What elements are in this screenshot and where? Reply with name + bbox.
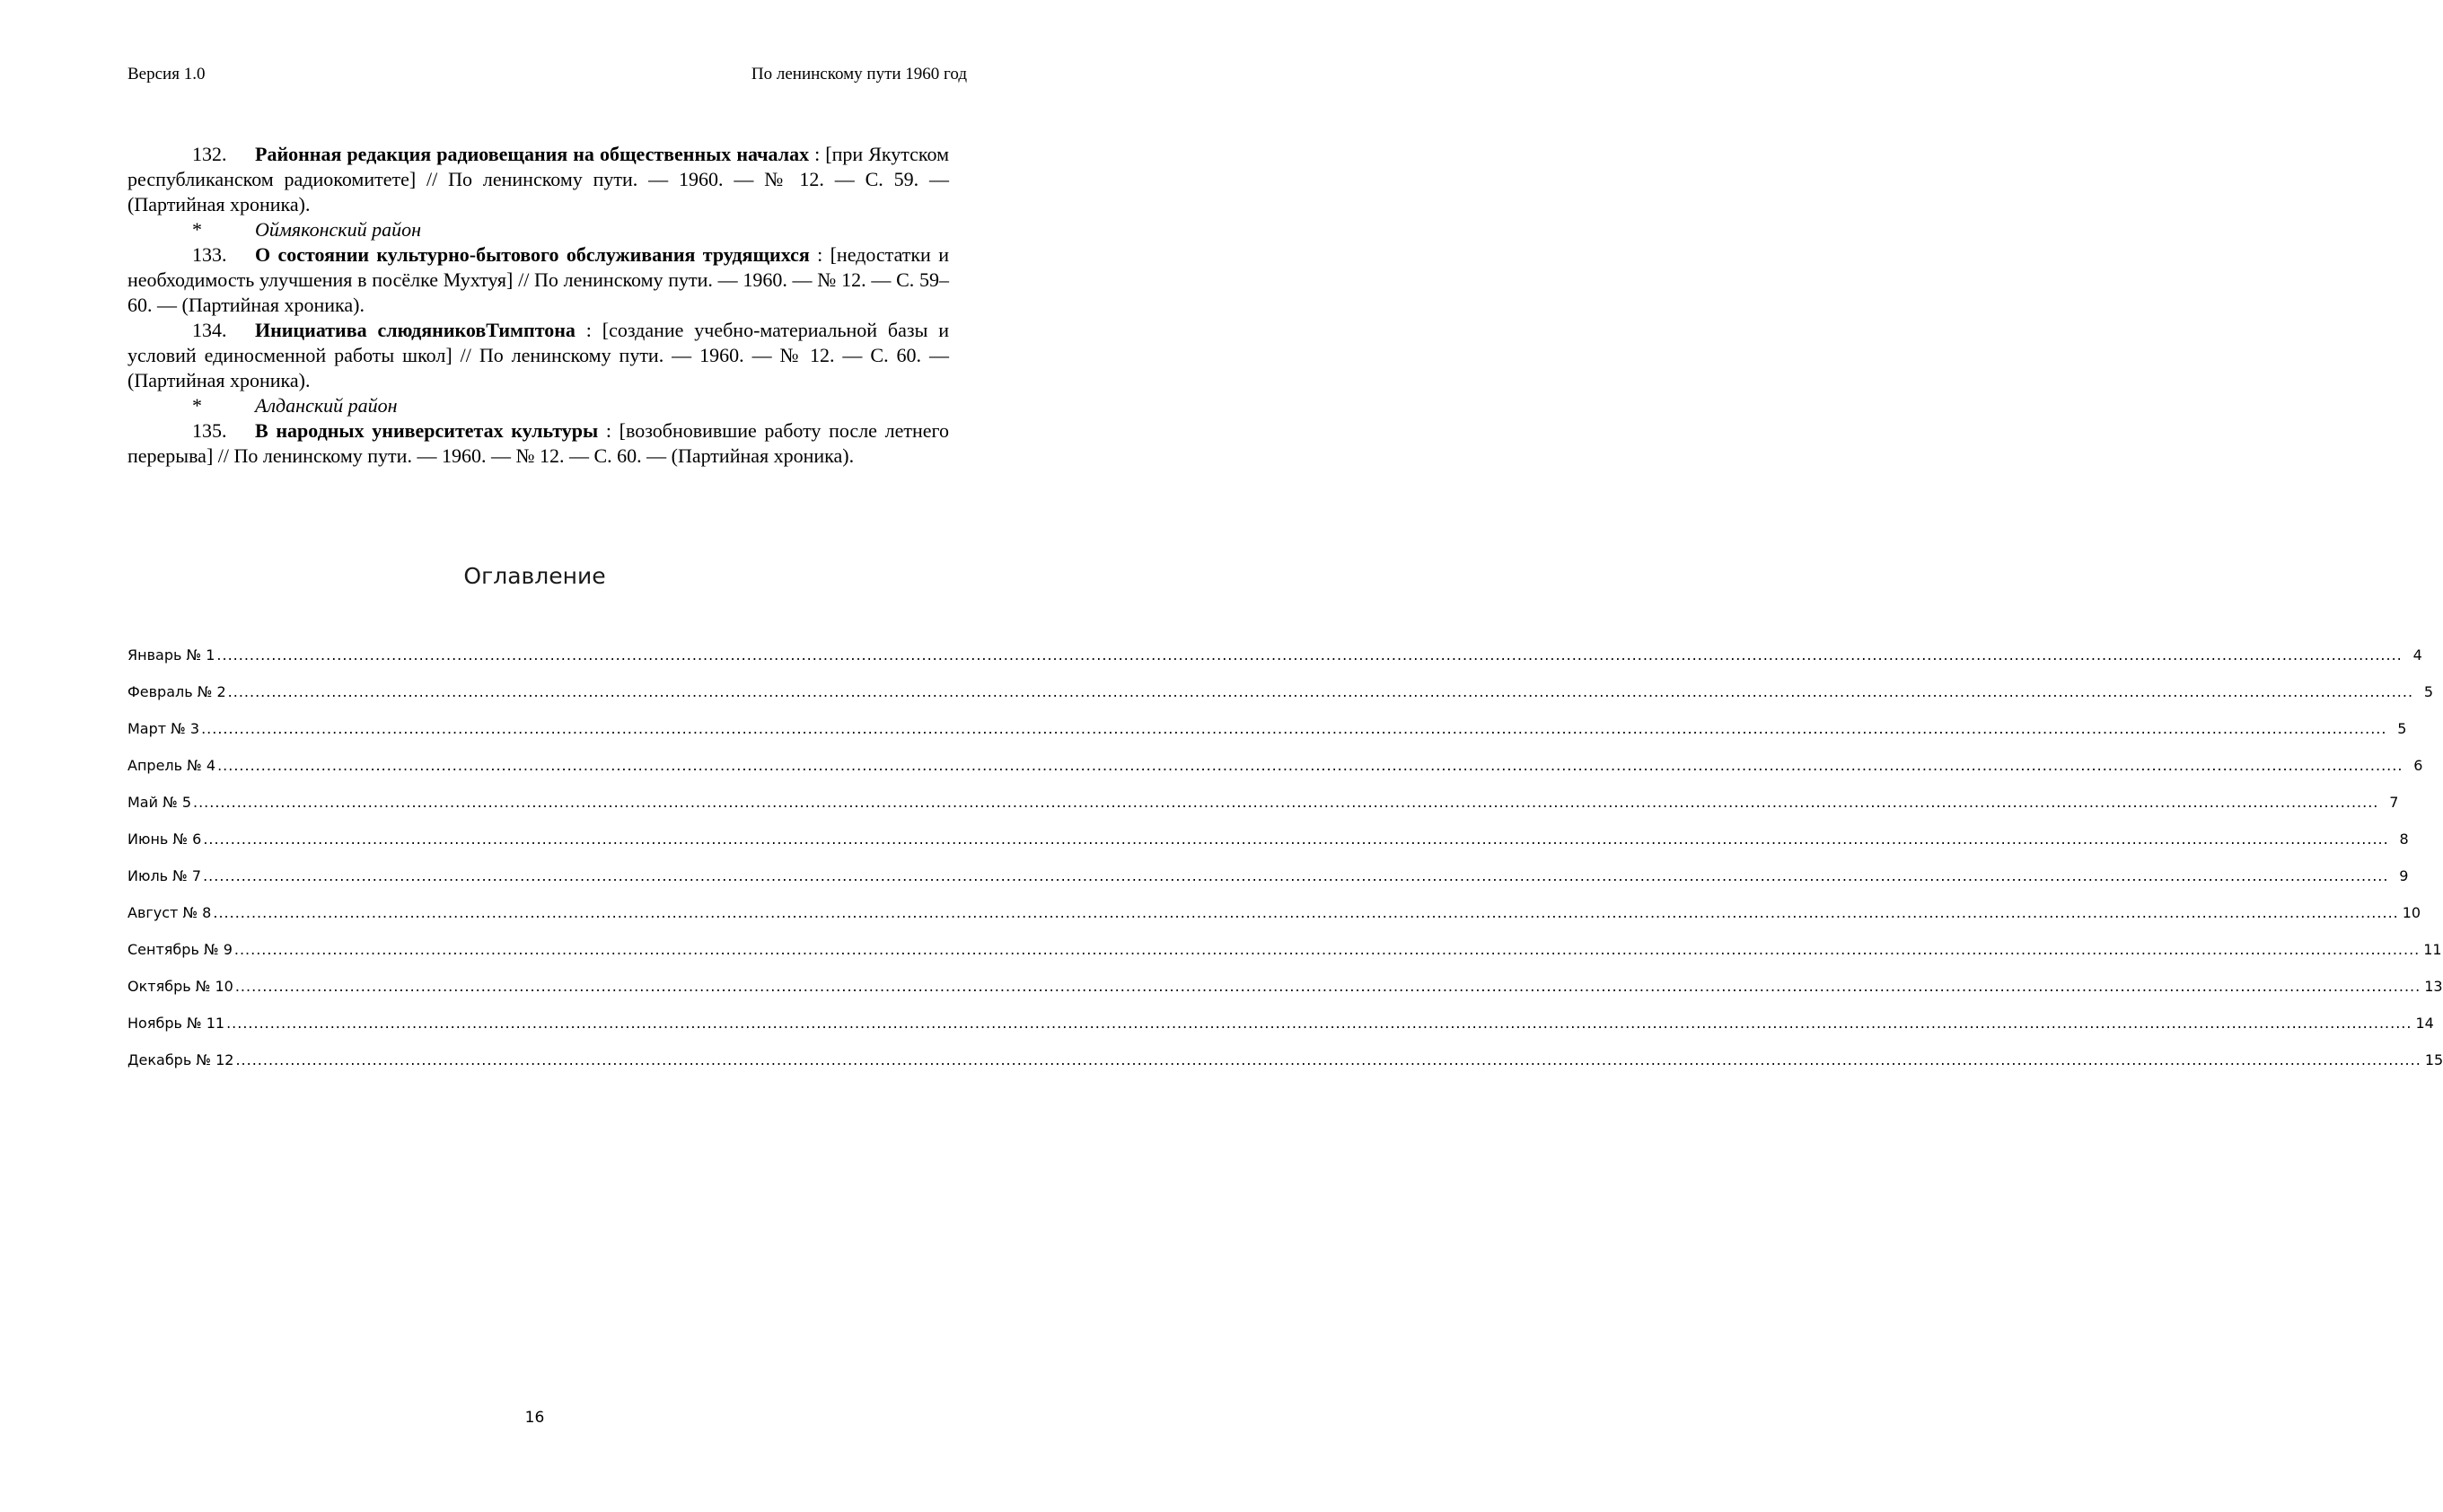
toc-item-february[interactable] — [127, 683, 2434, 720]
toc-item-page: 8 — [2399, 831, 2409, 848]
toc-item-page: 11 — [2423, 941, 2442, 958]
toc-item-april[interactable] — [127, 757, 2423, 794]
toc-leader-dots: ................................................................................................................................................................................................................................................................................................................................................................................................................ — [234, 978, 2421, 995]
toc-item-september[interactable] — [127, 941, 2442, 978]
toc-item-label: Январь № 1 — [127, 646, 215, 664]
toc-leader-dots: ................................................................................................................................................................................................................................................................................................................................................................................................................ — [233, 941, 2421, 958]
toc-leader-dots: ................................................................................................................................................................................................................................................................................................................................................................................................................ — [216, 646, 2403, 664]
toc-item-october[interactable] — [127, 978, 2443, 1015]
toc-leader-dots: ................................................................................................................................................................................................................................................................................................................................................................................................................ — [193, 794, 2379, 811]
toc-leader-dots: ................................................................................................................................................................................................................................................................................................................................................................................................................ — [227, 683, 2414, 700]
toc-item-page: 7 — [2389, 794, 2399, 811]
bibliography-entry — [127, 242, 949, 318]
toc-title: Оглавление — [463, 563, 606, 589]
toc-leader-dots: ................................................................................................................................................................................................................................................................................................................................................................................................................ — [203, 867, 2389, 884]
region-heading — [127, 217, 949, 242]
entry-number: 135. — [192, 419, 227, 442]
toc-item-label: Май № 5 — [127, 794, 191, 811]
header-version: Версия 1.0 — [127, 65, 206, 84]
region-name: Алданский район — [255, 394, 398, 417]
toc-item-label: Сентябрь № 9 — [127, 941, 233, 958]
entry-title: Инициатива слюдяниковТимптона — [255, 319, 576, 341]
toc-item-page: 14 — [2415, 1015, 2434, 1032]
toc-item-july[interactable] — [127, 867, 2409, 904]
toc-item-may[interactable] — [127, 794, 2399, 831]
header-title: По ленинскому пути 1960 год — [751, 65, 967, 84]
region-heading — [127, 393, 949, 418]
toc-item-page: 5 — [2397, 720, 2407, 737]
entry-title: О состоянии культурно-бытового обслуживания трудящихся — [255, 243, 810, 266]
toc-leader-dots: ................................................................................................................................................................................................................................................................................................................................................................................................................ — [201, 720, 2387, 737]
page-number: 16 — [524, 1409, 545, 1427]
toc-leader-dots: ................................................................................................................................................................................................................................................................................................................................................................................................................ — [217, 757, 2403, 774]
toc-item-label: Июль № 7 — [127, 867, 202, 884]
toc-item-january[interactable] — [127, 646, 2422, 683]
toc-item-label: Июнь № 6 — [127, 831, 202, 848]
toc-item-march[interactable] — [127, 720, 2407, 757]
bibliography-list — [127, 142, 949, 469]
bibliography-entry — [127, 418, 949, 469]
toc-item-label: Февраль № 2 — [127, 683, 226, 700]
toc-leader-dots: ................................................................................................................................................................................................................................................................................................................................................................................................................ — [213, 904, 2399, 921]
toc-item-label: Апрель № 4 — [127, 757, 216, 774]
toc-item-page: 13 — [2424, 978, 2443, 995]
toc-item-label: Март № 3 — [127, 720, 200, 737]
entry-number: 133. — [192, 243, 227, 266]
entry-title: Районная редакция радиовещания на общественных началах — [255, 143, 810, 165]
toc-leader-dots: ................................................................................................................................................................................................................................................................................................................................................................................................................ — [226, 1015, 2412, 1032]
toc-item-label: Октябрь № 10 — [127, 978, 233, 995]
entry-number: 134. — [192, 319, 227, 341]
toc-item-december[interactable] — [127, 1051, 2443, 1088]
toc-item-page: 4 — [2412, 646, 2422, 664]
entry-details: : [при Якутском республиканском радиокомитете] // По ленинскому пути. — 1960. — № 12. — С. 59. — (Партийная хроника). — [127, 143, 949, 215]
entry-details: : [недостатки и необходимость улучшения в посёлке Мухтуя] // По ленинскому пути. — 1960. — № 12. — С. 59–60. — (Партийная хроника). — [127, 243, 949, 316]
section-marker: * — [192, 394, 202, 417]
bibliography-entry — [127, 142, 949, 217]
section-marker: * — [192, 218, 202, 241]
toc-item-june[interactable] — [127, 831, 2409, 867]
toc-item-page: 10 — [2402, 904, 2421, 921]
toc-leader-dots: ................................................................................................................................................................................................................................................................................................................................................................................................................ — [235, 1051, 2421, 1068]
toc-item-label: Декабрь № 12 — [127, 1051, 234, 1068]
entry-number: 132. — [192, 143, 227, 165]
toc-item-page: 5 — [2423, 683, 2434, 700]
region-name: Оймяконский район — [255, 218, 421, 241]
toc-item-label: Ноябрь № 11 — [127, 1015, 225, 1032]
toc-item-november[interactable] — [127, 1015, 2434, 1051]
toc-item-label: Август № 8 — [127, 904, 212, 921]
entry-title: В народных университетах культуры — [255, 419, 599, 442]
toc-item-page: 6 — [2413, 757, 2423, 774]
toc-leader-dots: ................................................................................................................................................................................................................................................................................................................................................................................................................ — [203, 831, 2389, 848]
bibliography-entry — [127, 318, 949, 393]
toc-item-august[interactable] — [127, 904, 2421, 941]
toc-item-page: 15 — [2424, 1051, 2443, 1068]
table-of-contents — [127, 646, 2443, 1088]
entry-details: : [создание учебно-материальной базы и условий единосменной работы школ] // По ленинскому пути. — 1960. — № 12. — С. 60. — (Партийная хроника). — [127, 319, 949, 391]
entry-details: : [возобновившие работу после летнего перерыва] // По ленинскому пути. — 1960. — № 12. — С. 60. — (Партийная хроника). — [127, 419, 949, 467]
toc-item-page: 9 — [2399, 867, 2409, 884]
